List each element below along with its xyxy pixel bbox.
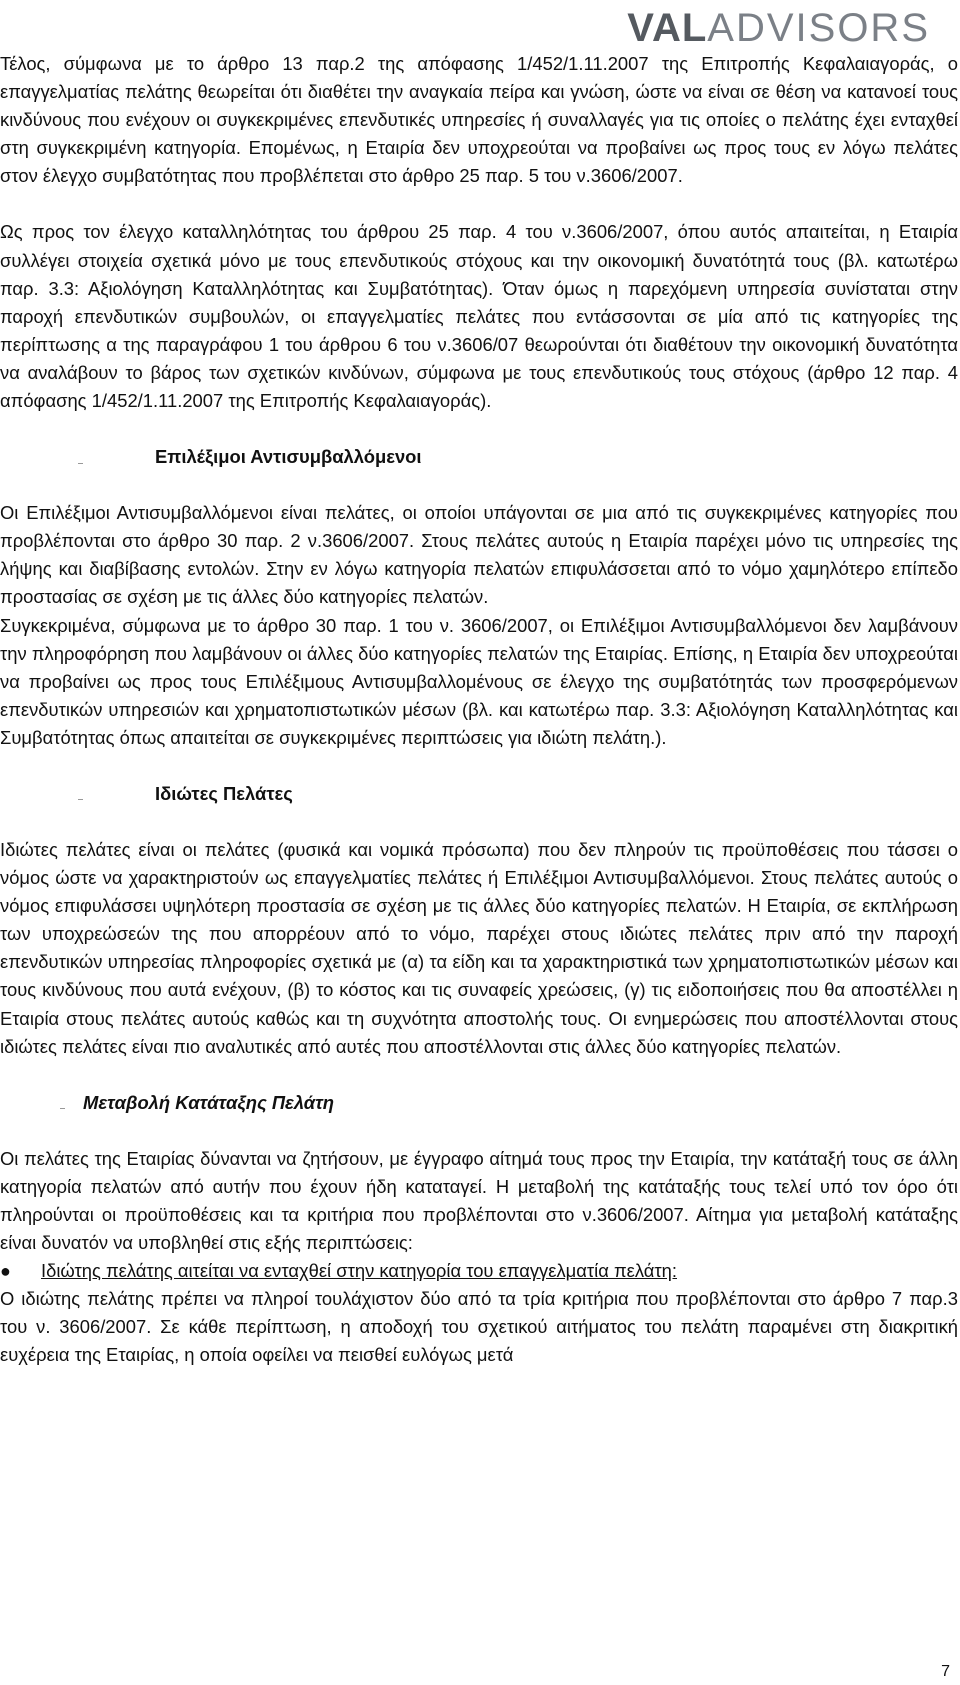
- heading-reclassification: [0, 1089, 958, 1117]
- bullet-icon: ●: [0, 1261, 11, 1282]
- logo-val-text: VAL: [627, 6, 708, 50]
- paragraph-retail-to-professional: Ο ιδιώτης πελάτης πρέπει να πληροί τουλάχιστον δύο από τα τρία κριτήρια που προβλέπονται στο άρθρο 7 παρ.3 του ν. 3606/2007. Σε κάθε περίπτωση, η αποδοχή του σχετικού αιτήματος του πελάτη παραμένει στη διακριτική ευχέρεια της Εταιρίας, η οποία οφείλει να πεισθεί ευλόγως μετά: [0, 1288, 958, 1366]
- paragraph-suitability-test: Ως προς τον έλεγχο καταλληλότητας του άρθρου 25 παρ. 4 του ν.3606/2007, όπου αυτός απαιτείται, η Εταιρία συλλέγει στοιχεία σχετικά μόνο με τους επενδυτικούς στόχους και την οικονομική δυνατότητά τους (βλ. κατωτέρω παρ. 3.3: Αξιολόγηση Καταλληλότητας και Συμβατότητας). Όταν όμως η παρεχόμενη υπηρεσία συνίσταται στην παροχή επενδυτικών συμβουλών, οι επαγγελματίες πελάτες που εντάσσονται σε μία από τις κατηγορίες της περίπτωσης α της παραγράφου 1 του άρθρου 6 του ν.3606/07 θεωρούνται ότι διαθέτουν την οικονομική δυνατότητα να αναλάβουν το βάρος των σχετικών κινδύνων, σύμφωνα με τους επενδυτικούς τους στόχους (άρθρο 12 παρ. 4 απόφασης 1/452/1.11.2007 της Επιτροπής Κεφαλαιαγοράς).: [0, 221, 958, 412]
- paragraph-eligible-counterparties-definition: Οι Επιλέξιμοι Αντισυμβαλλόμενοι είναι πελάτες, οι οποίοι υπάγονται σε μια από τις συγκεκριμένες κατηγορίες που προβλέπονται στο άρθρο 30 παρ. 2 ν.3606/2007. Στους πελάτες αυτούς η Εταιρία παρέχει μόνο τις υπηρεσίες της λήψης και διαβίβασης εντολών. Στην εν λόγω κατηγορία πελατών επιφυλάσσεται από το νόμο χαμηλότερο επίπεδο προστασίας σε σχέση με τις άλλες δύο κατηγορίες πελατών.: [0, 502, 958, 608]
- heading-retail-clients: [0, 780, 958, 808]
- list-item: [0, 1257, 958, 1285]
- paragraph-reclassification: Οι πελάτες της Εταιρίας δύνανται να ζητήσουν, με έγγραφο αίτημά τους προς την Εταιρία, την κατάταξή τους σε άλλη κατηγορία πελατών από αυτήν που έχουν ήδη καταταγεί. Η μεταβολή της κατάταξής τους τελεί υπό τον όρο ότι πληρούνται οι προϋποθέσεις και τα κριτήρια που προβλέπονται στο ν.3606/2007. Αίτημα για μεταβολή κατάταξης είναι δυνατόν να υποβληθεί στις εξής περιπτώσεις:: [0, 1147, 958, 1253]
- heading-eligible-counterparties: [0, 443, 958, 471]
- paragraph-professional-clients-conclusion: Τέλος, σύμφωνα με το άρθρο 13 παρ.2 της απόφασης 1/452/1.11.2007 της Επιτροπής Κεφαλαιαγοράς, ο επαγγελματίας πελάτης θεωρείται ότι διαθέτει την αναγκαία πείρα και γνώση, ώστε να είναι σε θέση να κατανοεί τους κινδύνους που ενέχουν οι συγκεκριμένες επενδυτικές υπηρεσίες ή συναλλαγές για τις οποίες ο πελάτης έχει ενταχθεί στη συγκεκριμένη κατηγορία. Επομένως, η Εταιρία δεν υποχρεούται να προβαίνει ως προς τους εν λόγω πελάτες στον έλεγχο συμβατότητας που προβλέπεται στο άρθρο 25 παρ. 5 του ν.3606/2007.: [0, 53, 958, 187]
- bullet-text: Ιδιώτης πελάτης αιτείται να ενταχθεί στην κατηγορία του επαγγελματία πελάτη:: [41, 1260, 677, 1282]
- paragraph-retail-clients: Ιδιώτες πελάτες είναι οι πελάτες (φυσικά και νομικά πρόσωπα) που δεν πληρούν τις προϋποθέσεις που τάσσει ο νόμος ώστε να χαρακτηριστούν ως επαγγελματίες πελάτες ή Επιλέξιμοι Αντισυμβαλλόμενοι. Στους πελάτες αυτούς ο νόμος επιφυλάσσει υψηλότερη προστασία σε σχέση με τις άλλες δύο κατηγορίες πελατών. Η Εταιρία, σε εκπλήρωση των υποχρεώσεών της που απορρέουν από το νόμο, παρέχει στους ιδιώτες πελάτες πριν από την παροχή επενδυτικών υπηρεσίας πληροφορίες σχετικά με (α) τα είδη και τα χαρακτηριστικά των χρηματοπιστωτικών μέσων και τους κινδύνους που αυτά ενέχουν, (β) το κόστος και τις συναφείς χρεώσεις, (γ) τις ειδοποιήσεις που θα αποστέλλει η Εταιρία στους πελάτες αυτούς καθώς και τη συχνότητα αποστολής τους. Οι ενημερώσεις που αποστέλλονται στους ιδιώτες πελάτες είναι πιο αναλυτικές από αυτές που αποστέλλονται στις άλλες δύο κατηγορίες πελατών.: [0, 838, 958, 1057]
- company-logo: [627, 8, 930, 48]
- document-body: [0, 50, 958, 1369]
- heading-marker: [78, 799, 83, 800]
- heading-text: Επιλέξιμοι Αντισυμβαλλόμενοι: [155, 446, 422, 468]
- heading-text: Μεταβολή Κατάταξης Πελάτη: [83, 1091, 334, 1113]
- heading-marker: [60, 1108, 65, 1109]
- paragraph-eligible-counterparties-details: Συγκεκριμένα, σύμφωνα με το άρθρο 30 παρ. 1 του ν. 3606/2007, οι Επιλέξιμοι Αντισυμβαλλόμενοι δεν λαμβάνουν την πληροφόρηση που λαμβάνουν οι άλλες δύο κατηγορίες πελατών της Εταιρίας. Επίσης, η Εταιρία δεν υποχρεούται να προβαίνει ως προς τους Επιλέξιμους Αντισυμβαλλομένους σε έλεγχο της συμβατότητάς των προσφερόμενων επενδυτικών υπηρεσιών και χρηματοπιστωτικών μέσων (βλ. και κατωτέρω παρ. 3.3: Αξιολόγηση Καταλληλότητας και Συμβατότητας όπως απαιτείται σε συγκεκριμένες περιπτώσεις για ιδιώτη πελάτη.).: [0, 614, 958, 748]
- page-number: 7: [941, 1663, 950, 1680]
- heading-marker: [78, 463, 83, 464]
- heading-text: Ιδιώτες Πελάτες: [155, 782, 293, 804]
- logo-advisors-text: ADVISORS: [707, 6, 930, 50]
